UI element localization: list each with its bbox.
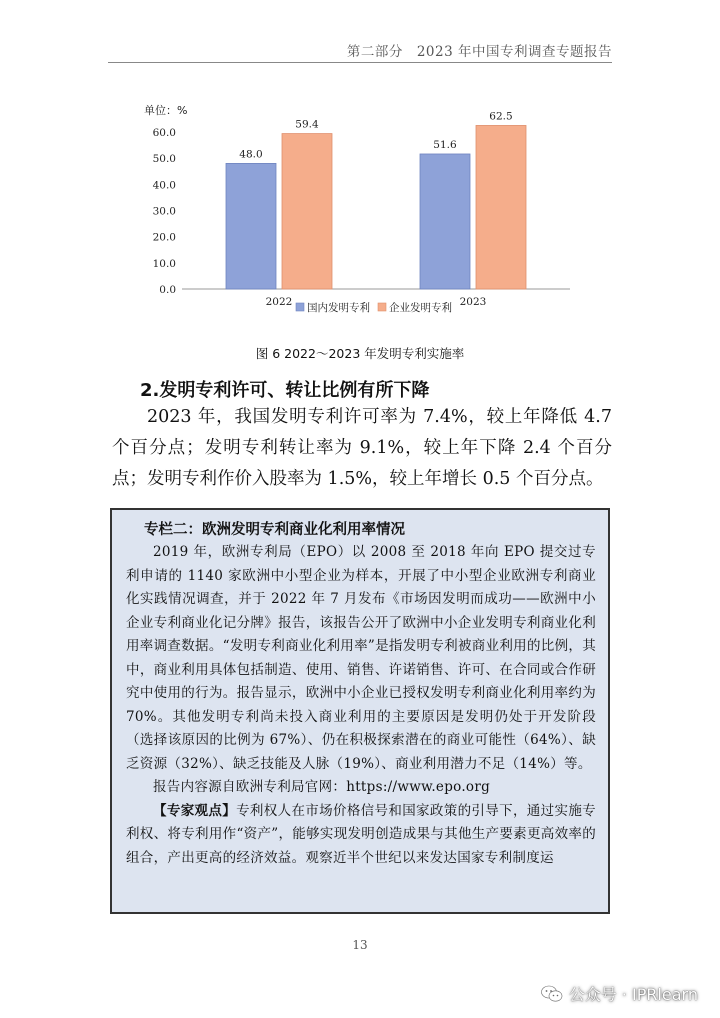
expert-label: 【专家观点】 bbox=[153, 802, 237, 819]
bar-chart bbox=[130, 90, 590, 330]
y-tick-label: 60.0 bbox=[152, 127, 176, 139]
running-header: 第二部分 2023 年中国专利调查专题报告 bbox=[346, 44, 612, 60]
bar bbox=[282, 134, 332, 289]
bar bbox=[226, 163, 276, 289]
wechat-icon bbox=[541, 985, 563, 1003]
watermark-text: 公众号 · IPRlearn bbox=[568, 985, 698, 1004]
expert-opinion bbox=[126, 800, 596, 871]
sidebar-box bbox=[110, 508, 610, 914]
body-text bbox=[112, 402, 612, 495]
y-tick-label: 40.0 bbox=[152, 179, 176, 192]
box-paragraph: 2019 年，欧洲专利局（EPO）以 2008 至 2018 年向 EPO 提交过专利申请的 1140 家欧洲中小型企业为样本，开展了中小型企业欧洲专利商业化实践情况调查，并于 2022 年 7 月发布《市场因发明而成功——欧洲中小企业专利商业化记分牌》报告，该报告公开了欧洲中小企业发明专利商业化利用率调查数据。“发明专利商业化利用率”是指发明专利被商业利用的比例，其中，商业利用具体包括制造、使用、销售、许诺销售、许可、在合同或合作研究中使用的行为。报告显示，欧洲中小企业已授权发明专利商业化利用率约为 70%。其他发明专利尚未投入商业利用的主要原因是发明仍处于开发阶段（选择该原因的比例为 67%）、仍在积极探索潜在的商业可能性（64%）、缺乏资源（32%）、缺乏技能及人脉（19%）、商业利用潜力不足（14%）等。 bbox=[126, 544, 596, 772]
figure-caption: 图 6 2022～2023 年发明专利实施率 bbox=[255, 346, 465, 361]
data-label: 59.4 bbox=[295, 118, 319, 131]
data-label: 62.5 bbox=[489, 110, 513, 123]
header-rule bbox=[108, 62, 612, 63]
section-heading: 2.发明专利许可、转让比例有所下降 bbox=[140, 380, 430, 401]
legend-label: 企业发明专利 bbox=[389, 302, 452, 314]
x-tick-label: 2023 bbox=[459, 296, 487, 308]
y-tick-label: 10.0 bbox=[152, 257, 176, 270]
bar bbox=[420, 154, 470, 289]
y-tick-label: 50.0 bbox=[152, 153, 176, 166]
legend-label: 国内发明专利 bbox=[307, 302, 370, 314]
bar bbox=[476, 125, 526, 289]
legend-swatch bbox=[378, 303, 386, 311]
data-label: 51.6 bbox=[433, 138, 457, 151]
y-tick-label: 30.0 bbox=[152, 205, 176, 218]
box-title: 专栏二：欧洲发明专利商业化利用率情况 bbox=[144, 522, 405, 538]
body-paragraph: 2023 年，我国发明专利许可率为 7.4%，较上年降低 4.7 个百分点；发明专利转让率为 9.1%，较上年下降 2.4 个百分点；发明专利作价入股率为 1.5%，较上年增长 0.5 个百分点。 bbox=[112, 407, 612, 489]
legend-swatch bbox=[296, 303, 304, 311]
x-tick-label: 2022 bbox=[265, 296, 293, 308]
y-tick-label: 20.0 bbox=[152, 231, 176, 244]
y-tick-label: 0.0 bbox=[159, 284, 176, 296]
box-source-line: 报告内容源自欧洲专利局官网：https://www.epo.org bbox=[153, 779, 491, 795]
watermark bbox=[541, 982, 698, 1005]
expert-text: 专利权人在市场价格信号和国家政策的引导下，通过实施专利权、将专利用作“资产”，能够实现发明创造成果与其他生产要素更高效率的组合，产出更高的经济效益。观察近半个世纪以来发达国家专利制度运 bbox=[126, 802, 596, 866]
data-label: 48.0 bbox=[239, 148, 263, 161]
y-unit-label: 单位：% bbox=[144, 104, 188, 117]
page-number: 13 bbox=[352, 938, 368, 952]
